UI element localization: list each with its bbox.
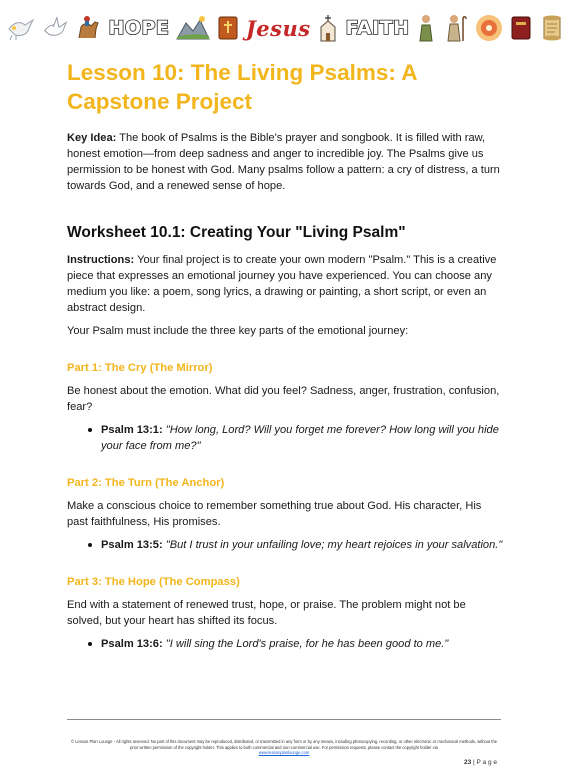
shepherd-icon	[442, 10, 468, 46]
copyright-notice	[67, 739, 501, 756]
verse-list-item	[101, 537, 503, 553]
website-link[interactable]: www.lessonplanlounge.com	[258, 750, 310, 756]
key-idea-label: Key Idea:	[67, 132, 117, 144]
part-2-verse-list	[67, 537, 503, 553]
part-1-section	[67, 361, 503, 454]
part-2-heading: Part 2: The Turn (The Anchor)	[67, 477, 225, 489]
part-3-verse-list	[67, 636, 503, 652]
dove-icon	[6, 10, 36, 46]
verse-reference: Psalm 13:6:	[101, 638, 163, 650]
verse-quote: "How long, Lord? Will you forget me forever? How long will you hide your face from me?"	[101, 424, 499, 452]
scroll-icon	[539, 10, 565, 46]
key-idea-text: The book of Psalms is the Bible's prayer and songbook. It is filled with raw, honest emotion—from deep sadness and anger to incredible joy. The Psalms give us permission to be honest with God. Many psalms follow a pattern: a cry of distress, a turn towards God, and a renewed sense of hope.	[67, 132, 500, 192]
hope-word	[108, 10, 169, 46]
part-3-section	[67, 575, 503, 652]
part-3-heading: Part 3: The Hope (The Compass)	[67, 576, 240, 588]
part-3-text: End with a statement of renewed trust, hope, or praise. The problem might not be solved, but your heart has shifted its focus.	[67, 599, 466, 627]
instructions-paragraph	[67, 252, 503, 316]
copyright-text: © Lesson Plan Lounge - All rights reserved. No part of this document may be reproduced, distributed, or transmitted in any form or by any means, including photocopying, recording, or other electronic or mechanical methods, without the prior written permission of the copyright holder. This applies to both commercial and non-commercial use. For permission requests, please contact the copyright holder via	[70, 739, 498, 750]
part-2-section	[67, 476, 503, 553]
hills-icon	[175, 10, 211, 46]
banner-word-jesus: Jesus	[245, 15, 311, 41]
instructions-label: Instructions:	[67, 254, 135, 266]
page-number	[464, 759, 497, 766]
page-title: Lesson 10: The Living Psalms: A Capstone Project	[67, 60, 417, 114]
part-1-heading: Part 1: The Cry (The Mirror)	[67, 362, 213, 374]
church-icon	[316, 10, 340, 46]
banner-word-faith: FAITH	[345, 17, 410, 39]
requirement-text: Your Psalm must include the three key parts of the emotional journey:	[67, 325, 409, 337]
camel-rider-icon	[75, 10, 103, 46]
red-book-icon	[509, 10, 533, 46]
praying-person-icon	[415, 10, 437, 46]
page-label: | P a g e	[473, 759, 497, 766]
verse-list-item	[101, 636, 503, 652]
key-idea-paragraph	[67, 130, 503, 194]
decorative-banner	[0, 8, 571, 48]
jesus-word	[246, 10, 311, 46]
banner-word-hope: HOPE	[108, 17, 170, 39]
bible-book-icon	[216, 10, 240, 46]
dove-icon	[41, 10, 69, 46]
lesson-content	[67, 58, 503, 652]
part-1-verse-list	[67, 422, 503, 454]
verse-reference: Psalm 13:5:	[101, 539, 163, 551]
instructions-text: Your final project is to create your own modern "Psalm." This is a creative piece that expresses an emotional journey you have experienced. You can choose any medium you like: a poem, song lyrics, a drawing or painting, a short script, or even an abstract design.	[67, 254, 497, 314]
worksheet-heading: Worksheet 10.1: Creating Your "Living Psalm"	[67, 224, 406, 241]
part-2-text: Make a conscious choice to remember something true about God. His character, His past faithfulness, His promises.	[67, 500, 482, 528]
faith-word	[346, 10, 410, 46]
page-number-value: 23	[463, 759, 472, 766]
part-1-text: Be honest about the emotion. What did you feel? Sadness, anger, frustration, confusion, fear?	[67, 385, 500, 413]
verse-reference: Psalm 13:1:	[101, 424, 163, 436]
verse-quote: "But I trust in your unfailing love; my heart rejoices in your salvation."	[165, 539, 503, 551]
sun-burst-icon	[474, 10, 504, 46]
footer-divider	[67, 719, 501, 720]
verse-quote: "I will sing the Lord's praise, for he has been good to me."	[165, 638, 449, 650]
verse-list-item	[101, 422, 503, 454]
